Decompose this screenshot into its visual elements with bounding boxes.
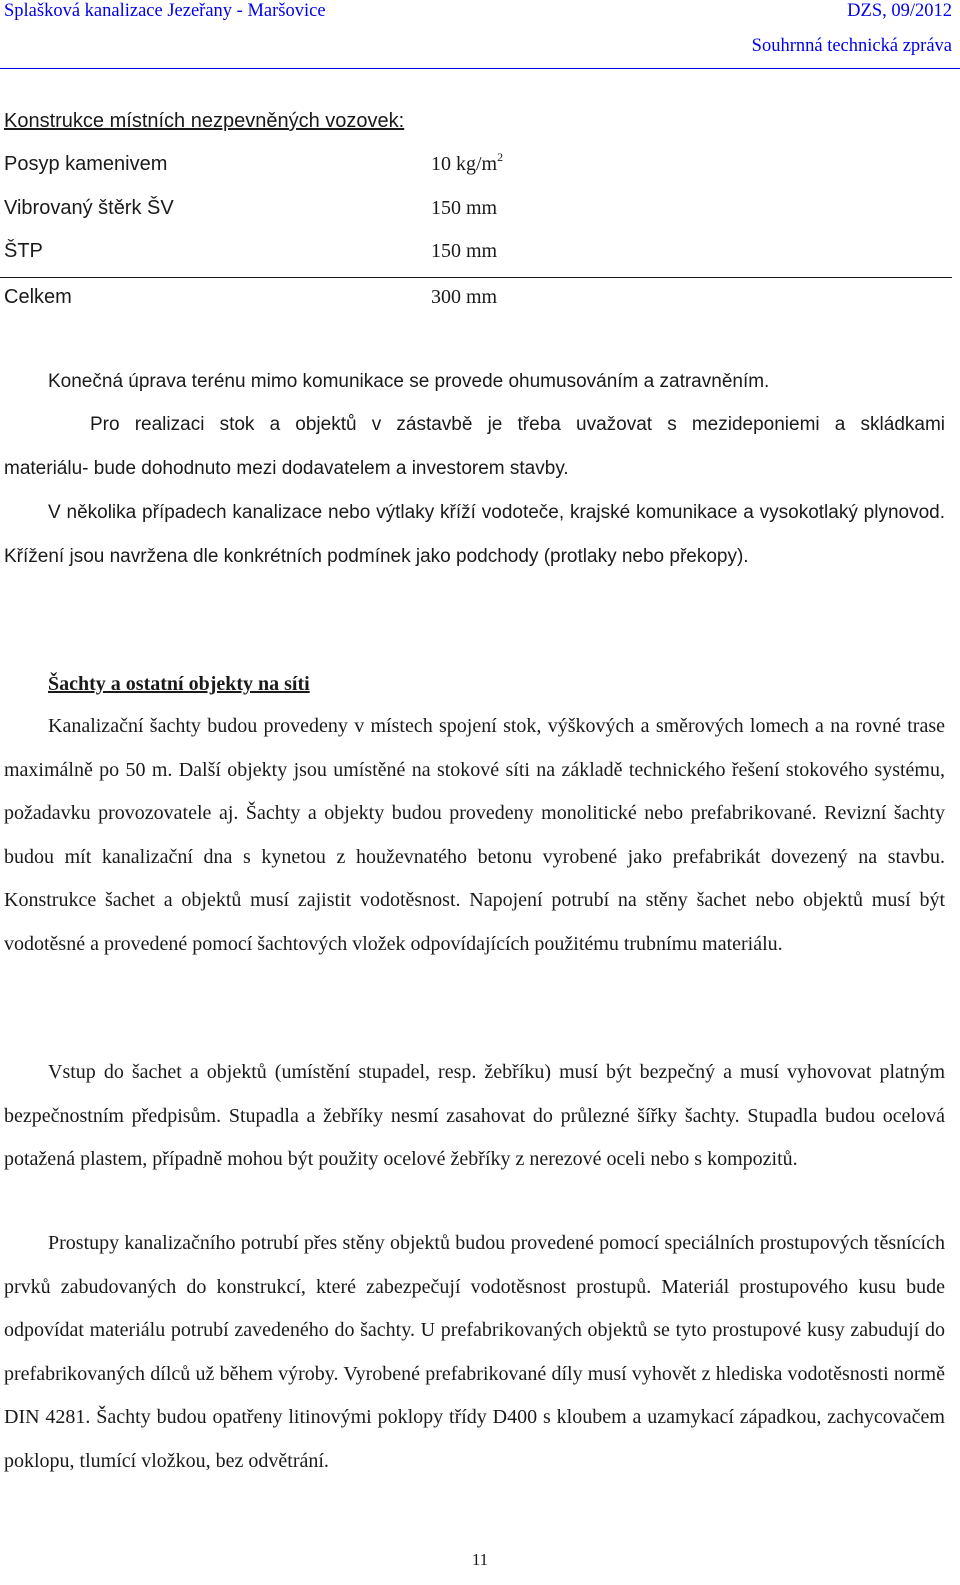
note-terrain: Konečná úprava terénu mimo komunikace se provede ohumusováním a zatravněním.: [48, 371, 770, 392]
spec-sum-rule: [0, 277, 952, 278]
spec-value-gravel: 150 mm: [431, 197, 498, 219]
spec-label-stp: ŠTP: [4, 240, 43, 262]
spec-value-aggregate: 10 $kg/m^2$: [431, 150, 504, 175]
header-divider: [0, 68, 960, 69]
paragraph-manholes: Kanalizační šachty budou provedeny v místech spojení stok, výškových a směrových lomech a na rovné trase maximálně po 50 m. Další objekty jsou umístěné na stokové síti na základě technického řešení stokového systému, požadavku provozovatele aj. Šachty a objekty budou provedeny monolitické nebo prefabrikované. Revizní šachty budou mít kanalizační dna s kynetou z houževnatého betonu vyrobené jako prefabrikát dovezený na stavbu. Konstrukce šachet a objektů musí zajistit vodotěsnost. Napojení potrubí na stěny šachet nebo objektů musí být vodotěsné a provedené pomocí šachtových vložek odpovídajících použitému trubnímu materiálu.: [4, 715, 945, 955]
section-title: Šachty a ostatní objekty na síti: [48, 673, 310, 695]
header-document-type: Souhrnná technická zpráva: [751, 36, 952, 56]
header-company-date: DZS, 09/2012: [847, 1, 952, 21]
note-crossings: V několika případech kanalizace nebo výtlaky kříží vodoteče, krajské komunikace a vysokotlaký plynovod. Křížení jsou navržena dle konkrétních podmínek jako podchody (protlaky nebo překopy).: [4, 502, 945, 567]
paragraph-penetrations: Prostupy kanalizačního potrubí přes stěny objektů budou provedené pomocí speciálních prostupových těsnících prvků zabudovaných do konstrukcí, které zabezpečují vodotěsnost prostupů. Materiál prostupového kusu bude odpovídat materiálu potrubí zavedeného do šachty. U prefabrikovaných objektů se tyto prostupové kusy zabudují do prefabrikovaných dílců už během výroby. Vyrobené prefabrikované díly musí vyhovět z hlediska vodotěsnosti normě DIN 4281. Šachty budou opatřeny litinovými poklopy třídy D400 s kloubem a uzamykací západkou, zachycovačem poklopu, tlumící vložkou, bez odvětrání.: [4, 1232, 945, 1472]
paragraph-access: Vstup do šachet a objektů (umístění stupadel, resp. žebříku) musí být bezpečný a musí vyhovovat platným bezpečnostním předpisům. Stupadla a žebříky nesmí zasahovat do průlezné šířky šachty. Stupadla budou ocelová potažená plastem, případně mohou být použity ocelové žebříky z nerezové oceli nebo s kompozitů.: [4, 1061, 945, 1171]
header-project-title: Splašková kanalizace Jezeřany - Maršovice: [4, 1, 326, 21]
spec-label-aggregate: Posyp kamenivem: [4, 153, 168, 175]
note-storage-line-2: materiálu- bude dohodnuto mezi dodavatelem a investorem stavby.: [4, 458, 569, 479]
spec-label-total: Celkem: [4, 286, 72, 308]
spec-value-stp: 150 mm: [431, 240, 498, 262]
note-storage-line-1: Pro realizaci stok a objektů v zástavbě je třeba uvažovat s mezideponiemi a skládkami: [90, 414, 945, 435]
spec-label-gravel: Vibrovaný štěrk ŠV: [4, 197, 174, 219]
spec-value-total: 300 mm: [431, 286, 498, 308]
page-number: 11: [471, 1550, 489, 1569]
pavement-heading: Konstrukce místních nezpevněných vozovek:: [4, 110, 405, 132]
